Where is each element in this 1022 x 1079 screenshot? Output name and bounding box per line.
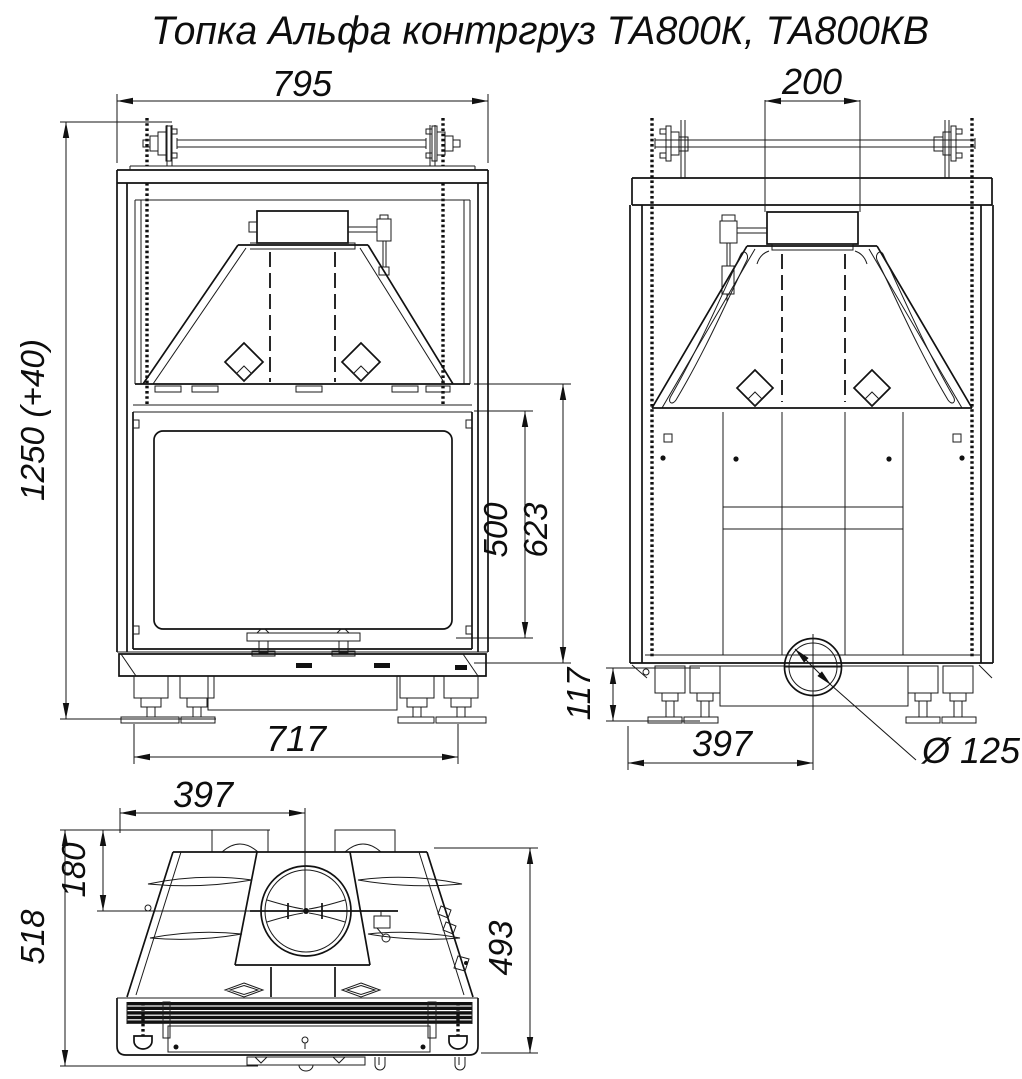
dim-label-623: 623 xyxy=(517,502,554,558)
front-grille xyxy=(127,1002,472,1024)
rear-view xyxy=(560,61,1021,771)
counterweight-chains-front xyxy=(147,118,443,406)
dim-label-717: 717 xyxy=(265,718,327,759)
glass-door xyxy=(154,431,452,629)
counterweight-chains-rear xyxy=(652,118,972,658)
dim-top-overall-depth xyxy=(14,830,258,1066)
dim-label-500: 500 xyxy=(477,502,514,558)
dim-label-117: 117 xyxy=(560,667,597,721)
dim-label-200: 200 xyxy=(781,61,843,102)
top-view xyxy=(14,774,538,1071)
dim-rear-flue-offset xyxy=(628,700,813,770)
dim-label-180: 180 xyxy=(55,842,92,898)
dim-rear-leg-height xyxy=(560,666,700,721)
dim-front-base-width xyxy=(134,718,458,764)
dim-label-518: 518 xyxy=(14,909,51,965)
dim-label-397-rear: 397 xyxy=(691,723,753,764)
dim-rear-flue-width xyxy=(765,61,860,102)
dim-label-1250: 1250 (+40) xyxy=(14,340,51,501)
dim-label-795: 795 xyxy=(271,63,333,104)
front-view xyxy=(14,63,571,764)
dim-top-flue-from-back xyxy=(55,830,312,911)
dim-label-493: 493 xyxy=(482,920,519,976)
dim-label-diameter-125: Ø 125 xyxy=(922,730,1021,771)
dim-label-397-top: 397 xyxy=(172,774,234,815)
drawing-title: Топка Альфа контргруз ТА800К, ТА800КВ xyxy=(151,9,929,53)
